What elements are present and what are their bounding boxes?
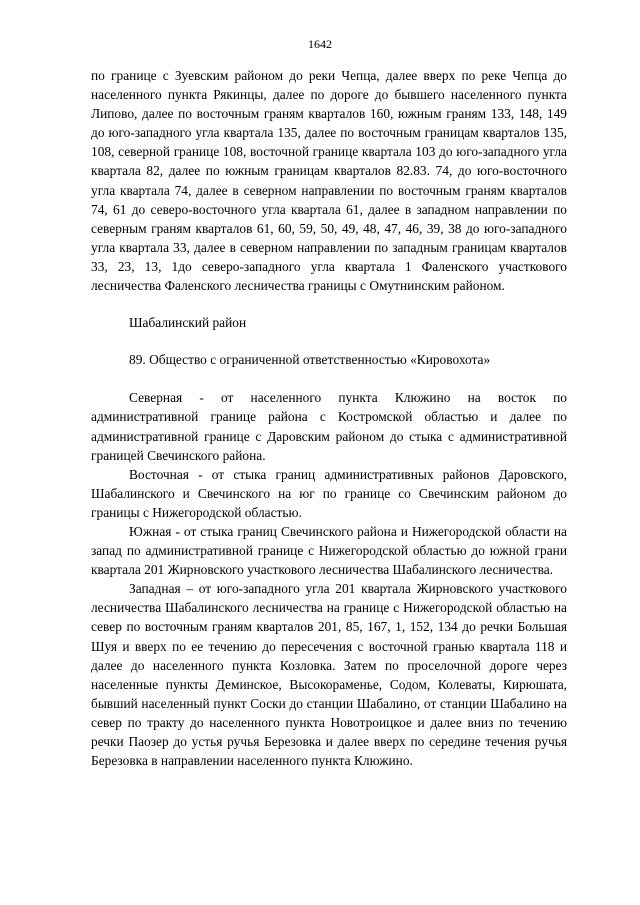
page-number: 1642 [308, 37, 332, 51]
document-body [91, 66, 567, 770]
district-heading: Шабалинский район [129, 315, 247, 331]
north-boundary-paragraph: Северная - от населенного пункта Клюжино на восток по административной границе района с Костромской областью и далее по административной границе с Даровским районом до стыка с административной границей Свечинского района. [91, 390, 567, 463]
south-boundary-paragraph: Южная - от стыка границ Свечинского района и Нижегородской области на запад по административной границе с Нижегородской областью до южной грани квартала 201 Жирновского участкового лесничества Шабалинского лесничества. [91, 523, 567, 578]
boundary-paragraph-continued: по границе с Зуевским районом до реки Чепца, далее вверх по реке Чепца до населенного пункта Рякинцы, далее по дороге до бывшего населенного пункта Липово, далее по восточным граням кварталов 160, южным граням 133, 148, 149 до юго-западного угла квартала 135, далее по восточным границам кварталов 135, 108, северной границе 108, восточной границе квартала 103 до юго-западного угла квартала 82, далее по южным границам кварталов 82.83. 74, до юго-восточного угла квартала 74, далее в северном направлении по восточным граням кварталов 74, 61 до северо-восточного угла квартала 61, далее в западном направлении по северным граням кварталов 61, 60, 59, 50, 49, 48, 47, 46, 39, 38 до юго-западного угла квартала 33, далее в северном направлении по западным границам кварталов 33, 23, 13, 1до северо-западного угла квартала 1 Фаленского участкового лесничества Фаленского лесничества границы с Омутнинским районом. [91, 68, 567, 294]
organization-heading: 89. Общество с ограниченной ответственностью «Кировохота» [129, 352, 491, 368]
east-boundary-paragraph: Восточная - от стыка границ административных районов Даровского, Шабалинского и Свечинского на юг по границе со Свечинским районом до границы с Нижегородской областью. [91, 466, 567, 520]
west-boundary-paragraph: Западная – от юго-западного угла 201 квартала Жирновского участкового лесничества Шабалинского лесничества на границе с Нижегородской областью на север по восточным граням кварталов 201, 85, 167, 1, 152, 134 до речки Большая Шуя и вверх по ее течению до пересечения с восточной гранью квартала 118 и далее до населенного пункта Козловка. Затем по проселочной дороге через населенные пункты Деминское, Высокораменье, Содом, Колеваты, Кирюшата, бывший населенный пункт Соски до станции Шабалино, от станции Шабалино на север по тракту до населенного пункта Новотроицкое и далее вниз по течению речки Паозер до устья ручья Березовка и далее вверх по середине течения ручья Березовка в направлении населенного пункта Клюжино. [91, 581, 567, 769]
